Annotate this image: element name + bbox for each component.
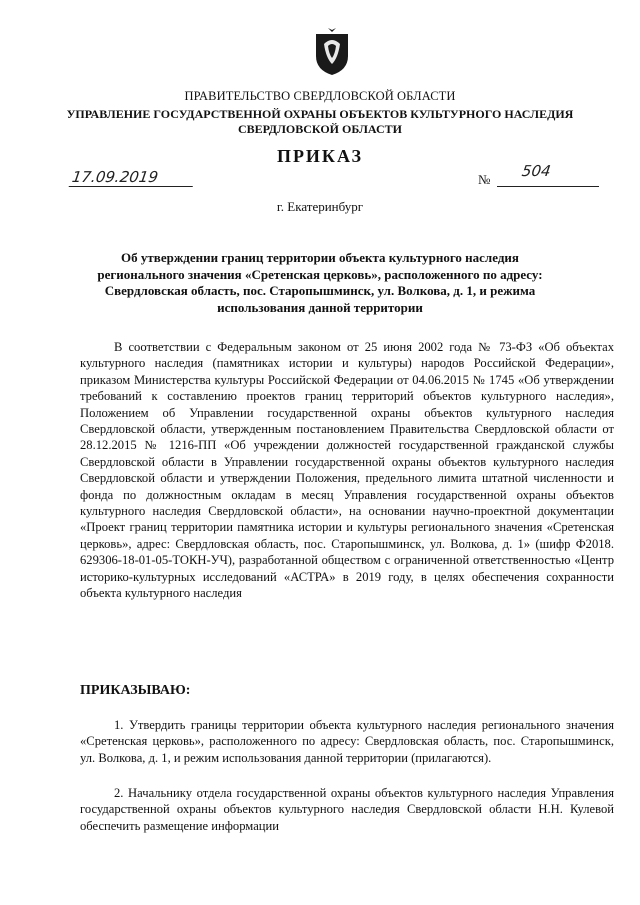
government-name: ПРАВИТЕЛЬСТВО СВЕРДЛОВСКОЙ ОБЛАСТИ <box>184 89 456 103</box>
number-label: № <box>478 172 491 187</box>
department-name <box>0 107 640 137</box>
city: г. Екатеринбург <box>276 199 364 214</box>
order-number: 504 <box>520 162 552 180</box>
department-line: СВЕРДЛОВСКОЙ ОБЛАСТИ <box>238 122 402 136</box>
subject-line: использования данной территории <box>217 299 423 315</box>
coat-of-arms-emblem <box>312 28 352 76</box>
department-line: УПРАВЛЕНИЕ ГОСУДАРСТВЕННОЙ ОХРАНЫ ОБЪЕКТОВ КУЛЬТУРНОГО НАСЛЕДИЯ <box>66 107 574 121</box>
subject-line: Об утверждении границ территории объекта культурного наследия <box>121 250 519 265</box>
order-item-2: 2. Начальнику отдела государственной охраны объектов культурного наследия Управления государственной охраны объектов культурного наследия Свердловской области Н.Н. Кулевой обеспечить размещение информации <box>80 786 614 833</box>
subject-line: регионального значения «Сретенская церковь», расположенного по адресу: <box>97 266 543 282</box>
order-subject <box>0 250 640 316</box>
order-date: 17.09.2019 <box>69 168 196 187</box>
order-heading: ПРИКАЗЫВАЮ: <box>80 683 191 698</box>
document-title: ПРИКАЗ <box>276 146 364 166</box>
order-item-1: 1. Утвердить границы территории объекта культурного наследия регионального значения «Сретенская церковь», расположенного по адресу: Свердловская область, пос. Старопышминск, ул. Волкова, д. 1, и режим использования данной территории (прилагаются). <box>80 718 614 765</box>
preamble-paragraph: В соответствии с Федеральным законом от 25 июня 2002 года № 73-ФЗ «Об объектах культурного наследия (памятниках истории и культуры) народов Российской Федерации», приказом Министерства культуры Российской Федерации от 04.06.2015 № 1745 «Об утверждении требований к составлению проектов границ территорий объектов культурного наследия», Положением об Управлении государственной охраны объектов культурного наследия Свердловской области, утвержденным постановлением Правительства Свердловской области от 28.12.2015 № 1216-ПП «Об учреждении должностей государственной гражданской службы Свердловской области в Управлении государственной охраны объектов культурного наследия Свердловской области и утверждении Положения, предельного лимита штатной численности и фонда по должностным окладам в месяц Управления государственной охраны объектов культурного наследия Свердловской области», на основании научно-проектной документации «Проект границ территории памятника истории и культуры регионального значения «Сретенская церковь», адрес: Свердловская область, пос. Старопышминск, ул. Волкова, д. 1» (шифр Ф2018. 629306-18-01-05-ТОКН-УЧ), разработанной обществом с ограниченной ответственностью «Центр историко-культурных исследований «АСТРА» в 2019 году, в целях обеспечения сохранности объекта культурного наследия <box>80 340 614 601</box>
subject-line: Свердловская область, пос. Старопышминск, ул. Волкова, д. 1, и режима <box>104 283 536 298</box>
